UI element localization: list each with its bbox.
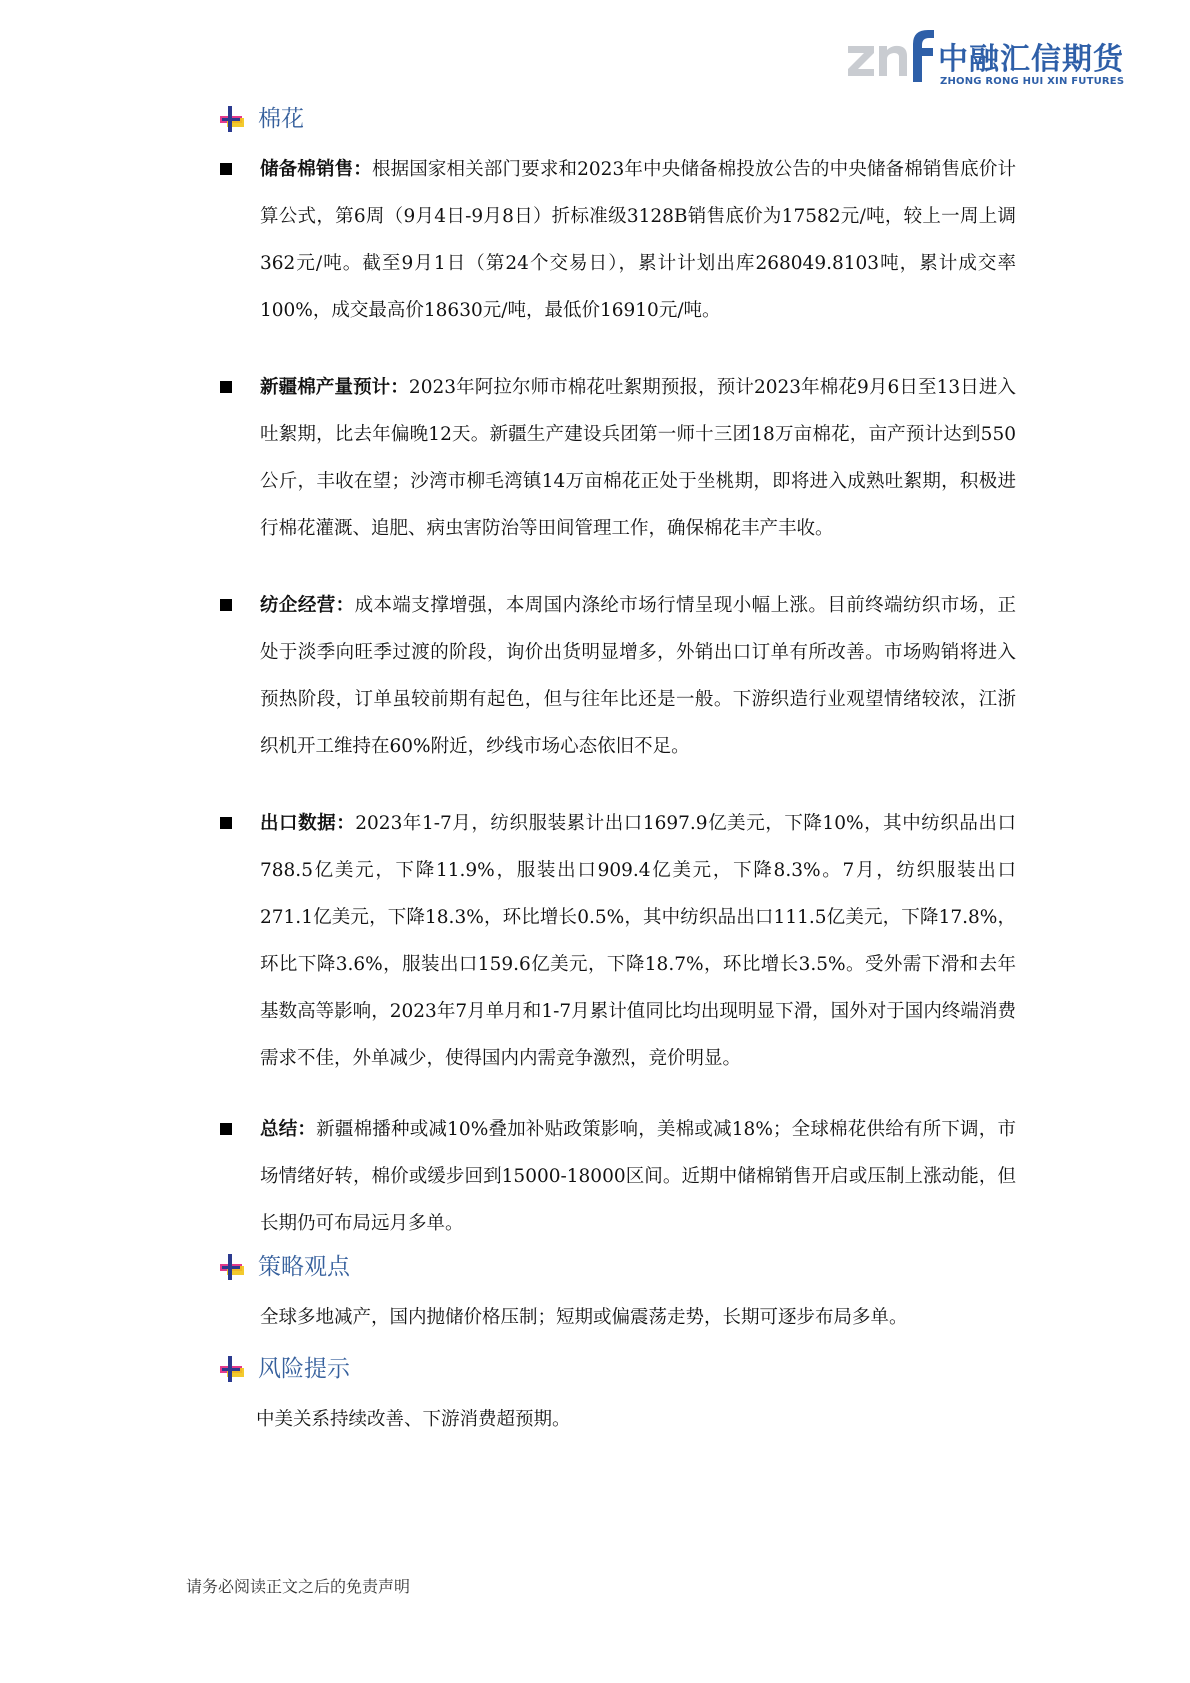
cross-marker-icon — [218, 1354, 246, 1384]
bullet-lead: 储备棉销售： — [260, 159, 372, 180]
znf-logo-icon — [846, 26, 936, 92]
strategy-text: 全球多地减产，国内抛储价格压制；短期或偏震荡走势，长期可逐步布局多单。 — [260, 1307, 908, 1328]
bullet-lead: 纺企经营： — [260, 595, 355, 616]
disclaimer-footer: 请务必阅读正文之后的免责声明 — [186, 1577, 411, 1596]
bullet-lead: 新疆棉产量预计： — [260, 377, 409, 398]
bullet-square-icon — [220, 817, 232, 829]
bullet-text: 根据国家相关部门要求和2023年中央储备棉投放公告的中央储备棉销售底价计算公式，第6周（9月4日-9月8日）折标准级3128B销售底价为17582元/吨，较上一周上调362元/吨。截至9月1日（第24个交易日），累计计划出库268049.8103吨，累计成交率100%，成交最高价18630元/吨，最低价16910元/吨。 — [260, 159, 1016, 321]
bullet-square-icon — [220, 1123, 232, 1135]
bullet-body — [260, 146, 1016, 334]
cross-marker-icon — [218, 1252, 246, 1282]
bullet-text: 2023年阿拉尔师市棉花吐絮期预报，预计2023年棉花9月6日至13日进入吐絮期，比去年偏晚12天。新疆生产建设兵团第一师十三团18万亩棉花，亩产预计达到550公斤，丰收在望；沙湾市柳毛湾镇14万亩棉花正处于坐桃期，即将进入成熟吐絮期，积极进行棉花灌溉、追肥、病虫害防治等田间管理工作，确保棉花丰产丰收。 — [260, 377, 1016, 539]
bullet-lead: 出口数据： — [260, 813, 356, 834]
bullet-square-icon — [220, 381, 232, 393]
bullet-text: 成本端支撑增强，本周国内涤纶市场行情呈现小幅上涨。目前终端纺织市场，正处于淡季向旺季过渡的阶段，询价出货明显增多，外销出口订单有所改善。市场购销将进入预热阶段，订单虽较前期有起色，但与往年比还是一般。下游织造行业观望情绪较浓，江浙织机开工维持在60%附近，纱线市场心态依旧不足。 — [260, 595, 1016, 757]
bullet-square-icon — [220, 163, 232, 175]
bullet-body — [260, 800, 1016, 1082]
logo-chinese-name: 中融汇信期货 — [938, 42, 1124, 77]
bullet-export-data — [218, 800, 1018, 1130]
cross-marker-icon — [218, 104, 246, 134]
bullet-text: 2023年1-7月，纺织服装累计出口1697.9亿美元，下降10%，其中纺织品出口788.5亿美元，下降11.9%，服装出口909.4亿美元，下降8.3%。7月，纺织服装出口271.1亿美元，下降18.3%，环比增长0.5%，其中纺织品出口111.5亿美元，下降17.8%，环比下降3.6%，服装出口159.6亿美元，下降18.7%，环比增长3.5%。受外需下滑和去年基数高等影响，2023年7月单月和1-7月累计值同比均出现明显下滑，国外对于国内终端消费需求不佳，外单减少，使得国内内需竞争激烈，竞价明显。 — [260, 813, 1016, 1069]
bullet-body — [260, 364, 1016, 552]
bullet-reserve-cotton-sale — [218, 146, 1018, 382]
bullet-summary — [218, 1106, 1018, 1248]
bullet-lead: 总结： — [260, 1119, 317, 1140]
bullet-text: 新疆棉播种或减10%叠加补贴政策影响，美棉或减18%；全球棉花供给有所下调，市场情绪好转，棉价或缓步回到15000-18000区间。近期中储棉销售开启或压制上涨动能，但长期仍可布局远月多单。 — [260, 1119, 1016, 1234]
risk-text: 中美关系持续改善、下游消费超预期。 — [256, 1409, 571, 1430]
bullet-body — [260, 582, 1016, 770]
bullet-textile-operations — [218, 582, 1018, 818]
bullet-square-icon — [220, 599, 232, 611]
company-logo — [846, 26, 1146, 92]
section-title: 策略观点 — [258, 1254, 350, 1280]
bullet-xinjiang-output — [218, 364, 1018, 600]
bullet-body — [260, 1106, 1016, 1247]
section-title: 棉花 — [258, 106, 304, 132]
section-title: 风险提示 — [258, 1356, 350, 1382]
logo-english-name: ZHONG RONG HUI XIN FUTURES — [940, 76, 1125, 87]
